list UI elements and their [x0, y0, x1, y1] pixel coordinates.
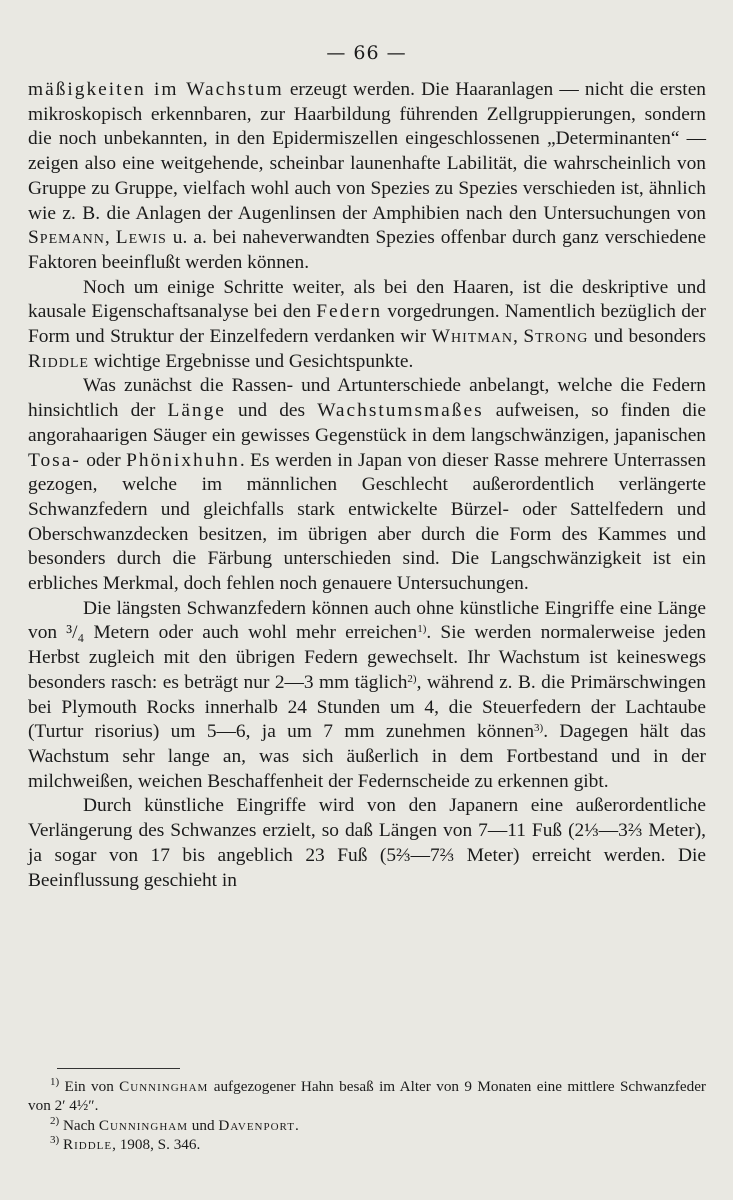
text-run: Durch künstliche Eingriffe wird von den Japanern eine außerordentliche Verlängerung des Schwanzes erzielt, so daß Längen von 7—11 Fuß (2⅓—3⅔ Meter), ja sogar von 17 bis angeblich 23 Fuß (5⅔—7⅔ Meter) erreicht werden. Die Beeinflussung geschieht in: [28, 795, 706, 891]
text-run: Nach: [59, 1116, 99, 1134]
text-run: Spemann: [28, 227, 105, 249]
footnote-3: [28, 1135, 706, 1154]
footnote-marker: 3): [50, 1133, 60, 1146]
text-run: ,: [104, 227, 116, 249]
page-number: — 66 —: [326, 42, 407, 64]
text-run: Ein von: [59, 1078, 120, 1095]
paragraph-3: [28, 374, 706, 596]
paragraph-1: [28, 78, 706, 276]
text-run: u. a. bei naheverwandten Spezies offenbar durch ganz verschiedene Faktoren beeinflußt werden können.: [28, 227, 706, 273]
text-run: Cunningham: [119, 1078, 209, 1095]
text-run: , 1908, S. 346.: [112, 1135, 201, 1153]
main-text: [28, 78, 706, 893]
text-run: ,: [512, 326, 524, 348]
text-run: wichtige Ergebnisse und Gesichtspunkte.: [88, 350, 414, 372]
text-run: Strong: [523, 326, 589, 348]
text-run: Phönixhuhn: [126, 449, 240, 471]
text-run: .: [294, 1116, 299, 1134]
text-run: Tosa-: [28, 449, 81, 471]
text-run: . Dagegen hält das Wachstum sehr lange an, was sich äußerlich in dem Fortbestand und in der milchweißen, weichen Beschaffenheit der Federnscheide zu erkennen gibt.: [28, 721, 706, 792]
text-run: Noch um einige Schritte weiter, als bei den Haaren, ist die deskriptive und kausale Eigenschaftsanalyse bei den: [28, 276, 706, 323]
footnote-marker: 2): [407, 672, 417, 685]
text-run: und des: [225, 400, 318, 422]
text-run: Davenport: [218, 1116, 295, 1134]
text-run: Wachstumsmaßes: [317, 400, 484, 422]
text-run: Was zunächst die Rassen- und Artunterschiede anbelangt, welche die Federn hinsichtlich der: [28, 375, 706, 422]
text-run: erzeugt werden. Die Haaranlagen — nicht die ersten mikroskopisch erkennbaren, zur Haarbildung führenden Zellgruppierungen, sondern die noch unbekannten, in den Epidermiszellen eingeschlossenen „Determinanten“ — zeigen also eine weitgehende, scheinbar launenhafte Labilität, die wahrscheinlich von Gruppe zu Gruppe, vielfach wohl auch von Spezies zu Spezies verschieden ist, ähnlich wie z. B. die Anlagen der Augenlinsen der Amphibien nach den Untersuchungen von: [28, 79, 706, 224]
footnote-marker: 3): [534, 722, 544, 735]
text-run: mäßigkeiten im Wachstum: [28, 79, 284, 100]
text-run: aufweisen, so finden die angorahaarigen Säuger ein gewisses Gegenstück in dem langschwänzigen, japanischen: [28, 400, 706, 446]
text-run: . Sie werden normalerweise jeden Herbst zugleich mit den übrigen Federn gewechselt. Ihr Wachstum ist keineswegs besonders rasch: es beträgt nur 2—3 mm täglich: [28, 622, 706, 693]
footnote-2: [28, 1116, 706, 1135]
footnote-marker: 2): [50, 1114, 60, 1127]
footnotes: [28, 1077, 706, 1154]
text-run: oder: [80, 449, 127, 471]
footnote-1: [28, 1077, 706, 1116]
text-run: Riddle: [62, 1135, 113, 1153]
text-run: Whitman: [431, 326, 513, 348]
footnote-marker: 1): [50, 1076, 60, 1088]
paragraph-2: [28, 276, 706, 375]
text-run: und besonders: [588, 326, 706, 348]
text-run: . Es werden in Japan von dieser Rasse mehrere Unterrassen gezogen, welche im männlichen Geschlecht außerordentlich verlängerte Schwanzfedern und gleichfalls stark entwickelte Bürzel- oder Sattelfedern und Oberschwanzdecken besitzen, im übrigen aber durch die Form des Kammes und besonders durch die Färbung unterschieden sind. Die Langschwänzigkeit ist ein erbliches Merkmal, doch fehlen noch genauere Untersuchungen.: [28, 449, 706, 595]
paragraph-5: [28, 794, 706, 893]
text-run: Lewis: [115, 227, 167, 249]
text-run: Die längsten Schwanzfedern können auch ohne künstliche Eingriffe eine Länge von ³/₄ Metern oder auch wohl mehr erreichen: [28, 597, 706, 644]
text-run: Riddle: [28, 350, 89, 372]
paragraph-4: [28, 597, 706, 795]
text-run: Federn: [316, 301, 383, 323]
text-run: Cunningham: [98, 1116, 188, 1134]
footnote-rule: [57, 1068, 180, 1069]
text-run: vorgedrungen. Namentlich bezüglich der Form und Struktur der Einzelfedern verdanken wir: [28, 301, 706, 348]
text-run: Länge: [167, 400, 226, 422]
text-run: und: [188, 1116, 219, 1134]
footnote-marker: 1): [417, 623, 427, 636]
text-run: , während z. B. die Primärschwingen bei Plymouth Rocks innerhalb 24 Stunden um 4, die Steuerfedern der Lachtaube (Turtur risorius) um 5—6, ja um 7 mm zunehmen können: [28, 671, 706, 743]
text-run: aufgezogener Hahn besaß im Alter von 9 Monaten eine mittlere Schwanzfeder von 2′ 4½″.: [28, 1078, 706, 1115]
